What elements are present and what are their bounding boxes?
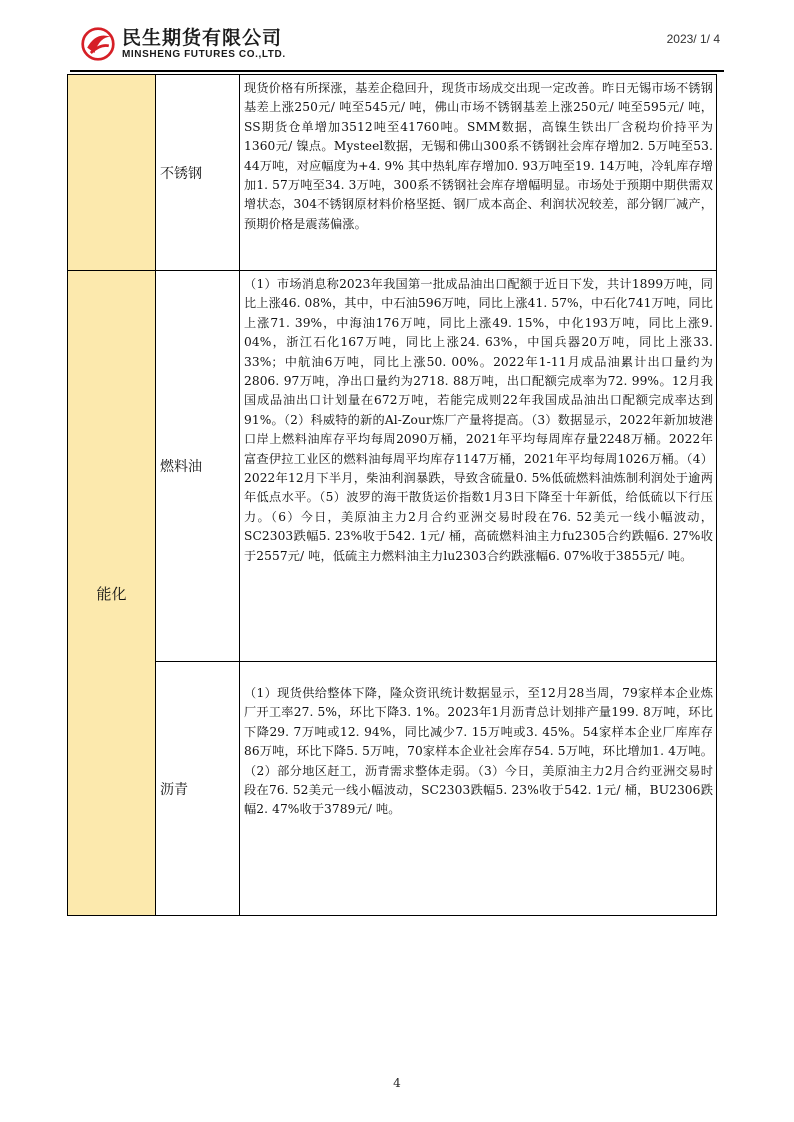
header-rule xyxy=(70,70,724,72)
product-commentary xyxy=(240,662,717,916)
commentary-text: 现货价格有所探涨，基差企稳回升，现货市场成交出现一定改善。昨日无锡市场不锈钢基差上涨250元/ 吨至545元/ 吨，佛山市场不锈钢基差上涨250元/ 吨至595元/ 吨，SS期货仓单增加3512吨至41760吨。SMM数据，高镍生铁出厂含税均价持平为1360元/ 镍点。Mysteel数据，无锡和佛山300系不锈钢社会库存增加2. 5万吨至53. 44万吨，对应幅度为+4. 9% 其中热轧库存增加0. 93万吨至19. 14万吨，冷轧库存增加1. 57万吨至34. 3万吨，300系不锈钢社会库存增幅明显。市场处于预期中期供需双增状态，304不锈钢原材料价格坚挺、钢厂成本高企、利润状况较差，部分钢厂减产，预期价格是震荡偏涨。 xyxy=(244,81,713,231)
product-commentary xyxy=(240,271,717,662)
sector-cell xyxy=(68,75,156,271)
table-row xyxy=(68,662,717,916)
commentary-text: （1）市场消息称2023年我国第一批成品油出口配额于近日下发，共计1899万吨，同比上涨46. 08%，其中，中石油596万吨，同比上涨41. 57%，中石化741万吨，同比上涨71. 39%，中海油176万吨，同比上涨49. 15%，中化193万吨，同比上涨9. 04%，浙江石化167万吨，同比上涨24. 63%，中国兵器20万吨，同比上涨33. 33%；中航油6万吨，同比上涨50. 00%。2022年1-11月成品油累计出口量约为2806. 97万吨，净出口量约为2718. 88万吨，出口配额完成率为72. 99%。12月我国成品油出口计划量在672万吨，若能完成则22年我国成品油出口配额完成率达到91%。（2）科威特的新的Al-Zour炼厂产量将提高。（3）数据显示，2022年新加坡港口岸上燃料油库存平均每周2090万桶，2021年平均每周库存量2248万桶。2022年富查伊拉工业区的燃料油每周平均库存1147万桶，2021年平均每周1026万桶。（4）2022年12月下半月，柴油利润暴跌，导致含硫量0. 5%低硫燃料油炼制利润处于逾两年低点水平。（5）波罗的海干散货运价指数1月3日下降至十年新低，给低硫以下行压力。（6）今日，美原油主力2月合约亚洲交易时段在76. 52美元一线小幅波动，SC2303跌幅5. 23%收于542. 1元/ 桶，高硫燃料油主力fu2305合约跌幅6. 27%收于2557元/ 吨，低硫主力燃料油主力lu2303合约跌涨幅6. 07%收于3855元/ 吨。 xyxy=(244,277,713,563)
page-number: 4 xyxy=(393,1076,401,1090)
table-row xyxy=(68,271,717,662)
page-header xyxy=(70,24,724,70)
product-commentary xyxy=(240,75,717,271)
sector-label: 能化 xyxy=(68,271,156,916)
commodity-table xyxy=(67,74,717,916)
product-name: 不锈钢 xyxy=(156,75,240,271)
company-name-cn: 民生期货有限公司 xyxy=(122,27,283,49)
company-name-en: MINSHENG FUTURES CO.,LTD. xyxy=(122,49,286,60)
commentary-text: （1）现货供给整体下降，隆众资讯统计数据显示，至12月28当周，79家样本企业炼厂开工率27. 5%，环比下降3. 1%。2023年1月沥青总计划排产量199. 8万吨，环比下降29. 7万吨或12. 94%，同比减少7. 15万吨或3. 45%。54家样本企业厂库库存86万吨，环比下降5. 5万吨，70家样本企业社会库存54. 5万吨，环比增加1. 4万吨。（2）部分地区赶工，沥青需求整体走弱。（3）今日，美原油主力2月合约亚洲交易时段在76. 52美元一线小幅波动，SC2303跌幅5. 23%收于542. 1元/ 桶，BU2306跌幅2. 47%收于3789元/ 吨。 xyxy=(244,686,713,817)
product-name: 沥青 xyxy=(156,662,240,916)
report-date: 2023/ 1/ 4 xyxy=(666,32,720,46)
product-name: 燃料油 xyxy=(156,271,240,662)
company-logo xyxy=(80,26,286,62)
minsheng-logo-icon xyxy=(80,26,116,62)
table-row xyxy=(68,75,717,271)
